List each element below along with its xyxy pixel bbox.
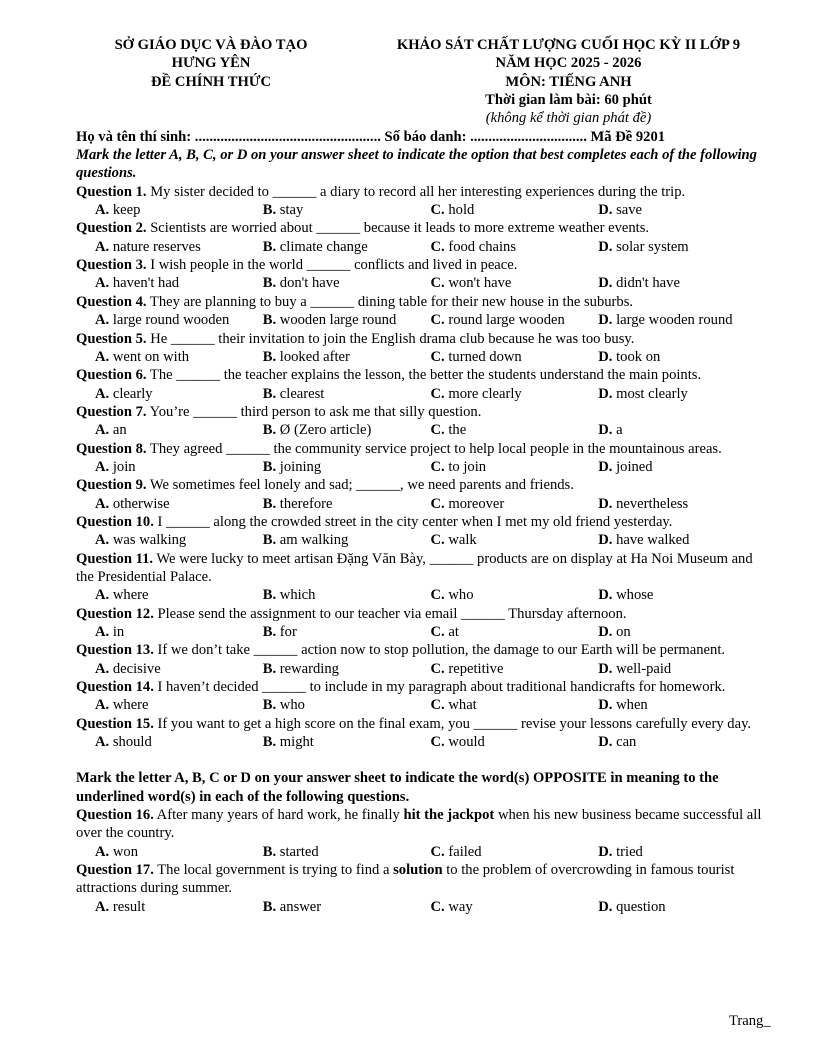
option-b[interactable]: B. looked after [262,348,350,365]
question-text: If you want to get a high score on the final exam, you ______ revise your lessons carefully every day. [153,715,752,732]
question-label: Question 2. [76,220,147,237]
option-d[interactable]: D. nevertheless [598,495,689,512]
question-6 [76,366,766,384]
option-a[interactable]: A. where [95,697,149,714]
option-c[interactable]: C. at [430,624,459,640]
question-2 [76,219,766,237]
option-d[interactable]: D. on [598,624,631,640]
option-d[interactable]: D. joined [598,458,653,475]
option-b[interactable]: B. stay [262,202,304,219]
question-label: Question 15. [76,715,154,732]
option-c[interactable]: C. more clearly [430,385,522,402]
question-label: Question 16. [76,807,154,824]
option-b[interactable]: B. Ø (Zero article) [262,422,372,439]
option-b[interactable]: B. joining [262,458,322,475]
question-label: Question 8. [76,440,147,457]
option-a[interactable]: A. keep [95,202,141,219]
question-text: to the problem of overcrowding in famous tourist attractions during summer. [76,862,735,897]
option-a[interactable]: A. large round wooden [95,312,230,329]
question-text: The local government is trying to find a [153,862,394,879]
option-c[interactable]: C. failed [430,843,482,860]
question-14 [76,678,766,696]
question-text: The ______ the teacher explains the lesson, the better the students understand the main points. [146,367,702,384]
option-a[interactable]: A. decisive [95,660,161,677]
question-text: when his new business became successful all over the country. [76,807,762,842]
option-d[interactable]: D. took on [598,348,661,365]
option-d[interactable]: D. a [598,422,623,439]
question-4 [76,293,766,311]
section1-questions [76,183,766,752]
question-11-options [76,586,766,604]
option-b[interactable]: B. clearest [262,385,325,402]
question-label: Question 4. [76,293,147,310]
exam-header [76,36,766,128]
question-12 [76,605,766,623]
question-10-options [76,531,766,549]
option-c[interactable]: C. turned down [430,348,522,365]
question-16 [76,806,766,843]
option-d[interactable]: D. most clearly [598,385,688,402]
option-b[interactable]: B. am walking [262,532,349,549]
option-a[interactable]: A. in [95,624,125,640]
question-text: They are planning to buy a ______ dining table for their new house in the suburbs. [146,293,634,310]
section1-instruction: Mark the letter A, B, C, or D on your answer sheet to indicate the option that best completes each of the following questions. [76,147,757,182]
option-d[interactable]: D. when [598,697,648,714]
option-d[interactable]: D. whose [598,587,654,604]
question-8-options [76,458,766,476]
option-b[interactable]: B. answer [262,898,322,915]
option-b[interactable]: B. climate change [262,238,368,255]
question-label: Question 11. [76,550,154,567]
question-13 [76,641,766,659]
option-b[interactable]: B. rewarding [262,660,339,677]
question-8 [76,440,766,458]
page-number: Trang_ [729,1013,771,1029]
option-a[interactable]: A. join [95,458,136,475]
question-11 [76,550,766,587]
question-label: Question 14. [76,679,154,696]
option-b[interactable]: B. don't have [262,275,340,292]
question-9 [76,476,766,494]
option-d[interactable]: D. tried [598,843,643,860]
option-b[interactable]: B. for [262,624,297,640]
question-label: Question 5. [76,330,147,347]
option-d[interactable]: D. can [598,734,637,751]
candidate-info-line: Họ và tên thí sinh: ................................................... Số báo danh: ................................ Mã Đề 9201 [76,128,666,145]
question-5-options [76,348,766,366]
underlined-phrase: hit the jackpot [403,807,495,824]
time-limit: Thời gian làm bài: 60 phút [485,92,652,109]
option-c[interactable]: C. walk [430,532,477,549]
question-12-options [76,623,766,641]
section2-instruction: Mark the letter A, B, C or D on your answer sheet to indicate the word(s) OPPOSITE in meaning to the underlined word(s) in each of the following questions. [76,770,719,805]
question-15 [76,715,766,733]
option-b[interactable]: B. which [262,587,316,604]
option-c[interactable]: C. to join [430,458,487,475]
question-3-options [76,274,766,292]
question-text: They agreed ______ the community service project to help local people in the mountainous areas. [146,440,722,457]
question-text: He ______ their invitation to join the English drama club because he was too busy. [146,330,635,347]
question-label: Question 6. [76,367,147,384]
question-text: After many years of hard work, he finally [153,807,404,824]
school-year: NĂM HỌC 2025 - 2026 [495,55,642,72]
underlined-word: solution [393,862,443,879]
option-a[interactable]: A. result [95,898,146,915]
option-d[interactable]: D. have walked [598,532,690,549]
question-7 [76,403,766,421]
question-15-options [76,733,766,751]
question-label: Question 17. [76,862,154,879]
question-label: Question 13. [76,642,154,659]
option-a[interactable]: A. where [95,587,149,604]
question-text: We sometimes feel lonely and sad; ______, we need parents and friends. [146,477,574,494]
option-a[interactable]: A. was walking [95,532,187,549]
question-13-options [76,660,766,678]
question-16-options [76,843,766,861]
option-c[interactable]: C. food chains [430,238,517,255]
option-d[interactable]: D. well-paid [598,660,672,677]
question-1-options [76,201,766,219]
option-b[interactable]: B. might [262,734,314,751]
question-label: Question 3. [76,257,147,274]
option-a[interactable]: A. clearly [95,385,153,402]
option-b[interactable]: B. wooden large round [262,312,397,329]
option-a[interactable]: A. should [95,734,152,751]
option-b[interactable]: B. started [262,843,319,860]
question-9-options [76,495,766,513]
question-2-options [76,238,766,256]
question-7-options [76,421,766,439]
option-c[interactable]: C. would [430,734,485,751]
option-c[interactable]: C. repetitive [430,660,504,677]
question-3 [76,256,766,274]
question-14-options [76,696,766,714]
question-text: Please send the assignment to our teacher via email ______ Thursday afternoon. [153,605,627,622]
option-c[interactable]: C. the [430,422,467,439]
option-c[interactable]: C. round large wooden [430,312,565,329]
time-note: (không kể thời gian phát đề) [485,110,652,127]
option-c[interactable]: C. moreover [430,495,505,512]
question-label: Question 9. [76,477,147,494]
question-4-options [76,311,766,329]
option-d[interactable]: D. save [598,202,643,219]
option-d[interactable]: D. didn't have [598,275,680,292]
option-a[interactable]: A. haven't had [95,275,180,292]
question-text: We were lucky to meet artisan Đặng Văn Bày, ______ products are on display at Ha Noi Museum and the Presidential Palace. [76,550,753,585]
option-c[interactable]: C. won't have [430,275,512,292]
option-c[interactable]: C. what [430,697,477,714]
question-5 [76,330,766,348]
question-text: You’re ______ third person to ask me that silly question. [146,403,482,420]
province-name: HƯNG YÊN [171,55,251,72]
header-right [371,36,766,128]
question-10 [76,513,766,531]
option-c[interactable]: C. who [430,587,474,604]
department-name: SỞ GIÁO DỤC VÀ ĐÀO TẠO [114,37,308,53]
question-label: Question 10. [76,513,154,530]
question-text: I ______ along the crowded street in the city center when I met my old friend yesterday. [153,513,673,530]
option-b[interactable]: B. who [262,697,305,714]
question-text: Scientists are worried about ______ because it leads to more extreme weather events. [146,220,650,237]
question-text: My sister decided to ______ a diary to record all her interesting experiences during the trip. [146,183,686,200]
option-d[interactable]: D. solar system [598,238,689,255]
question-17-options [76,898,766,916]
question-label: Question 1. [76,183,147,200]
question-text: If we don’t take ______ action now to stop pollution, the damage to our Earth will be permanent. [153,642,726,659]
question-17 [76,861,766,898]
option-a[interactable]: A. an [95,422,127,439]
exam-page [76,36,766,916]
option-d[interactable]: D. large wooden round [598,312,733,329]
subject: MÔN: TIẾNG ANH [505,73,632,90]
option-a[interactable]: A. otherwise [95,495,170,512]
question-text: I haven’t decided ______ to include in my paragraph about traditional handicrafts for homework. [153,679,726,696]
question-1 [76,183,766,201]
question-6-options [76,385,766,403]
option-b[interactable]: B. therefore [262,495,333,512]
official-exam-label: ĐỀ CHÍNH THỨC [150,73,271,90]
question-label: Question 7. [76,403,147,420]
header-left [76,36,346,128]
question-label: Question 12. [76,605,154,622]
option-c[interactable]: C. hold [430,202,475,219]
option-a[interactable]: A. went on with [95,348,190,365]
option-d[interactable]: D. question [598,898,666,915]
option-c[interactable]: C. way [430,898,473,915]
option-a[interactable]: A. won [95,843,138,860]
option-a[interactable]: A. nature reserves [95,238,201,255]
exam-title: KHẢO SÁT CHẤT LƯỢNG CUỐI HỌC KỲ II LỚP 9 [396,37,741,53]
question-text: I wish people in the world ______ conflicts and lived in peace. [146,257,518,274]
